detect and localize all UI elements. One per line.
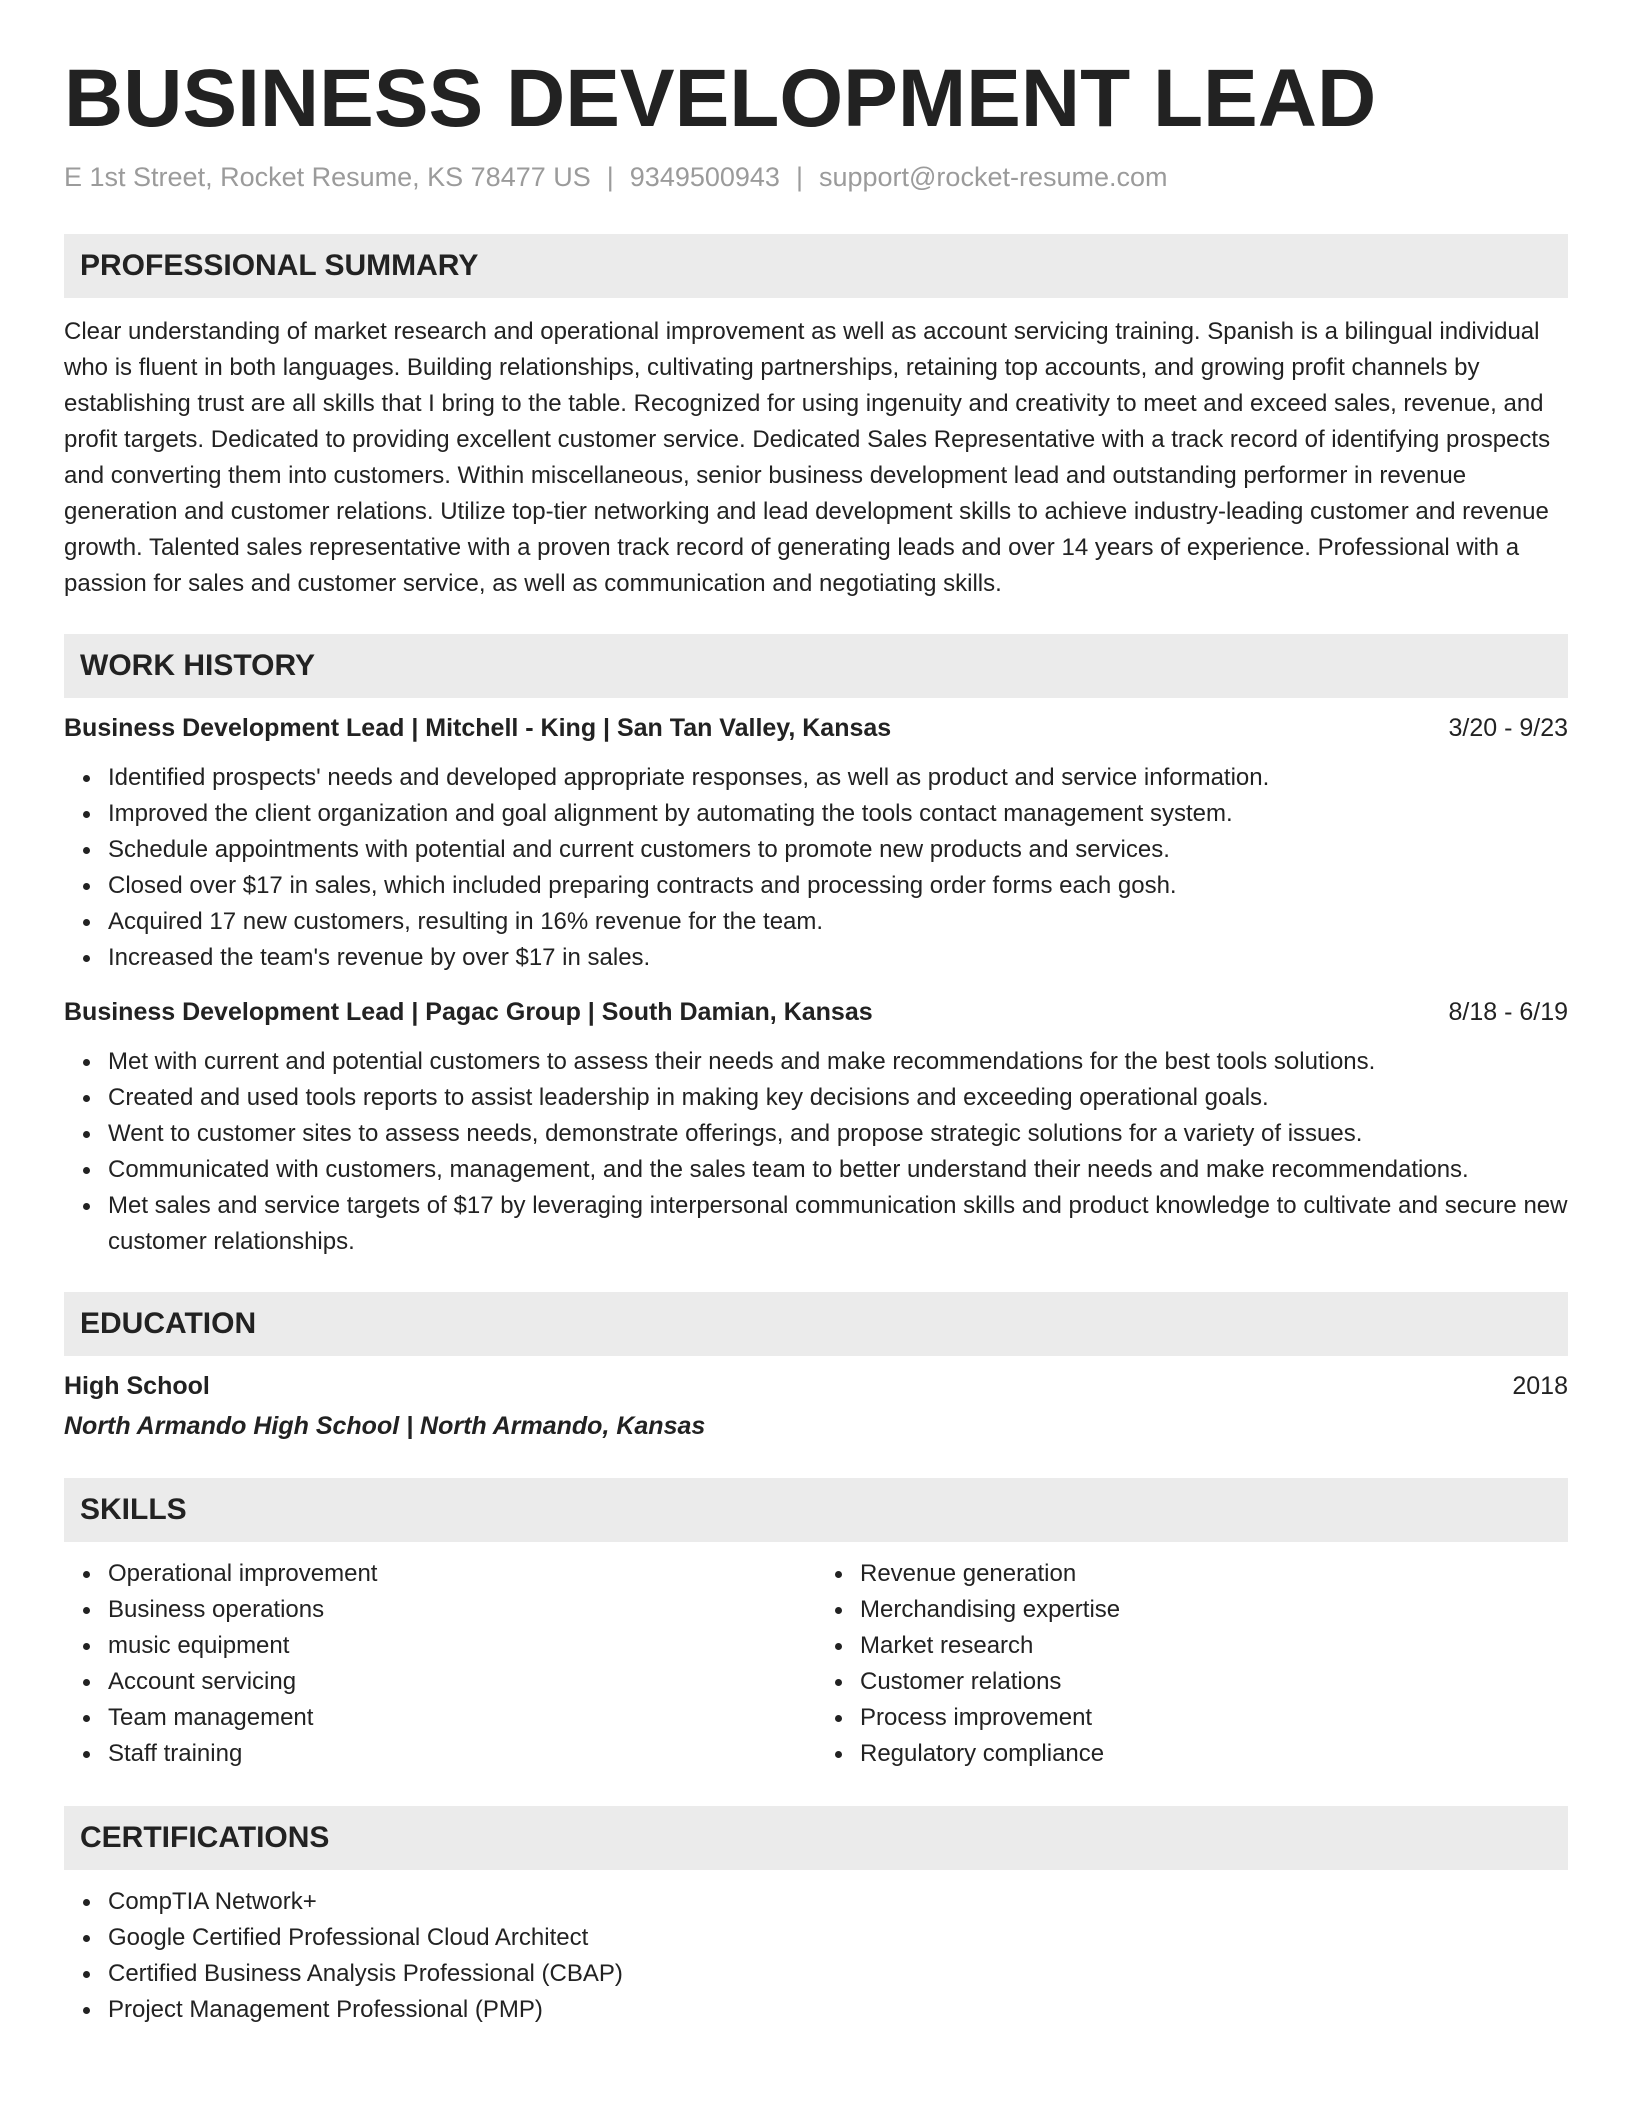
section-header-professional-summary: PROFESSIONAL SUMMARY	[64, 234, 1568, 298]
skill-item: Customer relations	[860, 1664, 1568, 1700]
skills-column-left	[64, 1556, 816, 1772]
education-header	[64, 1368, 1568, 1404]
address: E 1st Street, Rocket Resume, KS 78477 US	[64, 162, 591, 193]
section-header-education: EDUCATION	[64, 1292, 1568, 1356]
phone: 9349500943	[629, 162, 780, 193]
job-bullet: Improved the client organization and goal alignment by automating the tools contact management system.	[108, 796, 1568, 832]
skills-column-right	[816, 1556, 1568, 1772]
skill-item: Revenue generation	[860, 1556, 1568, 1592]
certification-item: CompTIA Network+	[108, 1884, 1568, 1920]
job-bullet: Acquired 17 new customers, resulting in 16% revenue for the team.	[108, 904, 1568, 940]
skill-item: Regulatory compliance	[860, 1736, 1568, 1772]
skill-item: Operational improvement	[108, 1556, 816, 1592]
job-bullet: Communicated with customers, management, and the sales team to better understand their needs and make recommendations.	[108, 1152, 1568, 1188]
job-dates: 8/18 - 6/19	[1448, 998, 1568, 1027]
job-header	[64, 710, 1568, 746]
job-dates: 3/20 - 9/23	[1448, 714, 1568, 743]
job-bullet: Went to customer sites to assess needs, demonstrate offerings, and propose strategic solutions for a variety of issues.	[108, 1116, 1568, 1152]
skill-item: Merchandising expertise	[860, 1592, 1568, 1628]
job-entry	[64, 710, 1568, 976]
skills-grid	[64, 1542, 1568, 1772]
skill-item: Team management	[108, 1700, 816, 1736]
education-degree: High School	[64, 1372, 210, 1401]
certifications-list	[64, 1884, 1568, 2028]
email-link[interactable]: support@rocket-resume.com	[818, 162, 1168, 193]
skill-item: Process improvement	[860, 1700, 1568, 1736]
contact-separator: |	[795, 162, 803, 193]
job-bullet: Met with current and potential customers to assess their needs and make recommendations for the best tools solutions.	[108, 1044, 1568, 1080]
section-header-skills: SKILLS	[64, 1478, 1568, 1542]
education-school: North Armando High School | North Armando, Kansas	[64, 1412, 706, 1441]
candidate-name: BUSINESS DEVELOPMENT LEAD	[64, 53, 1377, 144]
skill-item: Business operations	[108, 1592, 816, 1628]
summary-text: Clear understanding of market research and operational improvement as well as account servicing training. Spanish is a bilingual individual who is fluent in both languages. Building relationships, cultivating partnerships, retaining top accounts, and growing profit channels by establishing trust are all skills that I bring to the table. Recognized for using ingenuity and creativity to meet and exceed sales, revenue, and profit targets. Dedicated to providing excellent customer service. Dedicated Sales Representative with a track record of identifying prospects and converting them into customers. Within miscellaneous, senior business development lead and outstanding performer in revenue generation and customer relations. Utilize top-tier networking and lead development skills to achieve industry-leading customer and revenue growth. Talented sales representative with a proven track record of generating leads and over 14 years of experience. Professional with a passion for sales and customer service, as well as communication and negotiating skills.	[64, 318, 1551, 598]
certification-item: Google Certified Professional Cloud Architect	[108, 1920, 1568, 1956]
skill-item: Market research	[860, 1628, 1568, 1664]
certification-item: Certified Business Analysis Professional (CBAP)	[108, 1956, 1568, 1992]
job-title-line: Business Development Lead | Mitchell - King | San Tan Valley, Kansas	[64, 714, 892, 743]
certification-item: Project Management Professional (PMP)	[108, 1992, 1568, 2028]
job-bullets	[64, 760, 1568, 976]
job-bullet: Met sales and service targets of $17 by leveraging interpersonal communication skills and product knowledge to cultivate and secure new customer relationships.	[108, 1188, 1568, 1260]
job-bullet: Created and used tools reports to assist leadership in making key decisions and exceeding operational goals.	[108, 1080, 1568, 1116]
job-bullets	[64, 1044, 1568, 1260]
contact-separator: |	[606, 162, 614, 193]
contact-line	[64, 160, 1568, 195]
skill-item: Staff training	[108, 1736, 816, 1772]
skill-item: Account servicing	[108, 1664, 816, 1700]
skill-item: music equipment	[108, 1628, 816, 1664]
job-bullet: Closed over $17 in sales, which included preparing contracts and processing order forms each gosh.	[108, 868, 1568, 904]
job-bullet: Increased the team's revenue by over $17 in sales.	[108, 940, 1568, 976]
section-header-certifications: CERTIFICATIONS	[64, 1806, 1568, 1870]
education-entry	[64, 1368, 1568, 1444]
job-header	[64, 994, 1568, 1030]
job-entry	[64, 994, 1568, 1260]
job-bullet: Identified prospects' needs and developed appropriate responses, as well as product and service information.	[108, 760, 1568, 796]
section-header-work-history: WORK HISTORY	[64, 634, 1568, 698]
education-year: 2018	[1512, 1372, 1568, 1401]
job-title-line: Business Development Lead | Pagac Group | South Damian, Kansas	[64, 998, 873, 1027]
job-bullet: Schedule appointments with potential and current customers to promote new products and services.	[108, 832, 1568, 868]
